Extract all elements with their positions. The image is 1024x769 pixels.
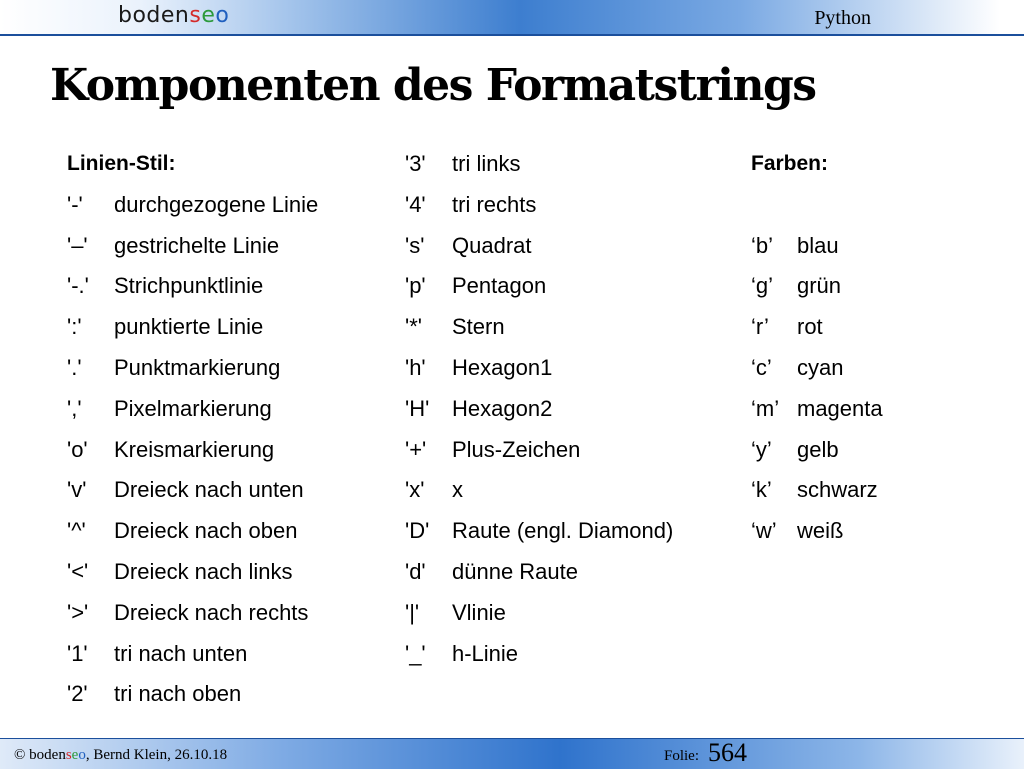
color-code: ‘k’	[751, 477, 772, 503]
format-code: ','	[67, 395, 82, 421]
format-description: Kreismarkierung	[114, 436, 275, 462]
format-code: '^'	[67, 518, 86, 544]
format-code: '2'	[67, 681, 88, 707]
list-item	[405, 391, 725, 432]
copyright-symbol: ©	[14, 747, 30, 763]
format-description: dünne Raute	[452, 558, 578, 584]
format-code: '*'	[405, 314, 422, 340]
list-item	[751, 228, 991, 269]
linestyle-column	[67, 146, 387, 717]
format-description: gestrichelte Linie	[114, 232, 280, 258]
format-code: '_'	[405, 640, 426, 666]
color-name: gelb	[797, 436, 839, 462]
list-item	[405, 268, 725, 309]
format-description: Dreieck nach rechts	[114, 599, 309, 625]
format-description: Strichpunktlinie	[114, 273, 264, 299]
format-code: 'p'	[405, 273, 426, 299]
color-name: weiß	[797, 518, 844, 544]
color-name: grün	[797, 273, 842, 299]
format-code: 's'	[405, 232, 425, 258]
list-item	[751, 513, 991, 554]
footer-brand-boden: boden	[29, 747, 66, 763]
format-code: 'h'	[405, 354, 426, 380]
format-code: '|'	[405, 599, 420, 625]
format-description: Stern	[452, 314, 505, 340]
format-code: '.'	[67, 354, 82, 380]
format-description: Pixelmarkierung	[114, 395, 272, 421]
footer-credit	[14, 747, 227, 763]
format-code: 'H'	[405, 395, 430, 421]
list-item	[67, 309, 387, 350]
linestyle-heading: Linien-Stil:	[67, 152, 176, 175]
format-description: Dreieck nach links	[114, 558, 293, 584]
format-description: Punktmarkierung	[114, 354, 281, 380]
format-code: '<'	[67, 558, 89, 584]
bodenseo-logo	[118, 2, 229, 30]
format-description: Dreieck nach oben	[114, 518, 298, 544]
format-code: 'd'	[405, 558, 426, 584]
color-code: ‘y’	[751, 436, 772, 462]
format-description: Pentagon	[452, 273, 547, 299]
list-item	[405, 309, 725, 350]
color-code: ‘b’	[751, 232, 774, 258]
logo-text-boden: boden	[118, 3, 190, 28]
format-description: tri nach oben	[114, 681, 242, 707]
list-item	[67, 554, 387, 595]
color-name: rot	[797, 314, 823, 340]
list-item	[751, 391, 991, 432]
format-code: ':'	[67, 314, 82, 340]
color-code: ‘r’	[751, 314, 769, 340]
color-name: blau	[797, 232, 839, 258]
header-topic: Python	[814, 7, 871, 29]
format-code: 'x'	[405, 477, 425, 503]
colors-column	[751, 146, 991, 554]
list-item	[67, 187, 387, 228]
list-item	[67, 676, 387, 717]
format-description: Raute (engl. Diamond)	[452, 518, 674, 544]
format-code: '-'	[67, 191, 83, 217]
header-bar	[0, 0, 1024, 36]
list-item	[405, 472, 725, 513]
list-item	[751, 309, 991, 350]
format-description: durchgezogene Linie	[114, 191, 319, 217]
list-item	[67, 350, 387, 391]
format-code: '-.'	[67, 273, 89, 299]
format-description: tri rechts	[452, 191, 537, 217]
list-item	[751, 432, 991, 473]
format-code: 'D'	[405, 518, 430, 544]
footer-brand-e: e	[71, 747, 79, 763]
format-code: '+'	[405, 436, 427, 462]
list-item	[405, 146, 725, 187]
color-code: ‘m’	[751, 395, 780, 421]
list-item	[67, 513, 387, 554]
list-item	[67, 391, 387, 432]
format-code: 'v'	[67, 477, 87, 503]
list-item	[405, 350, 725, 391]
color-name: schwarz	[797, 477, 878, 503]
list-item	[405, 513, 725, 554]
color-code: ‘c’	[751, 354, 772, 380]
format-description: Dreieck nach unten	[114, 477, 304, 503]
slide-number: 564	[708, 738, 747, 767]
markers-column	[405, 146, 725, 676]
format-description: tri links	[452, 151, 521, 176]
format-code: '1'	[67, 640, 88, 666]
format-description: Hexagon2	[452, 395, 553, 421]
slide-title: Komponenten des Formatstrings	[50, 60, 816, 111]
footer-brand-o: o	[78, 747, 86, 763]
slide-number-label: Folie:	[664, 748, 700, 764]
format-code: 'o'	[67, 436, 88, 462]
logo-letter-s: s	[189, 3, 202, 28]
format-description: h-Linie	[452, 640, 519, 666]
format-description: tri nach unten	[114, 640, 248, 666]
list-item	[405, 228, 725, 269]
format-code: '4'	[405, 191, 426, 217]
list-item	[751, 268, 991, 309]
list-item	[67, 595, 387, 636]
format-description: punktierte Linie	[114, 314, 264, 340]
format-description: x	[452, 477, 463, 503]
format-code: '>'	[67, 599, 89, 625]
color-name: magenta	[797, 395, 883, 421]
list-item	[405, 595, 725, 636]
list-item	[67, 432, 387, 473]
logo-letter-e: e	[201, 3, 216, 28]
format-description: Vlinie	[452, 599, 506, 625]
format-code: '3'	[405, 151, 426, 176]
list-item	[405, 432, 725, 473]
footer-brand-s: s	[65, 747, 72, 763]
list-item	[67, 268, 387, 309]
format-description: Quadrat	[452, 232, 532, 258]
list-item	[751, 472, 991, 513]
color-code: ‘w’	[751, 518, 777, 544]
list-item	[67, 228, 387, 269]
spacer	[751, 187, 991, 228]
colors-heading: Farben:	[751, 152, 829, 175]
footer-bar	[0, 738, 1024, 769]
color-code: ‘g’	[751, 273, 774, 299]
color-name: cyan	[797, 354, 844, 380]
list-item	[67, 472, 387, 513]
format-description: Plus-Zeichen	[452, 436, 581, 462]
list-item	[405, 636, 725, 677]
list-item	[405, 554, 725, 595]
format-code: '–'	[67, 232, 88, 258]
list-item	[751, 350, 991, 391]
list-item	[67, 636, 387, 677]
footer-author-date: , Bernd Klein, 26.10.18	[85, 747, 228, 763]
list-item	[405, 187, 725, 228]
format-description: Hexagon1	[452, 354, 553, 380]
logo-letter-o: o	[215, 3, 230, 28]
